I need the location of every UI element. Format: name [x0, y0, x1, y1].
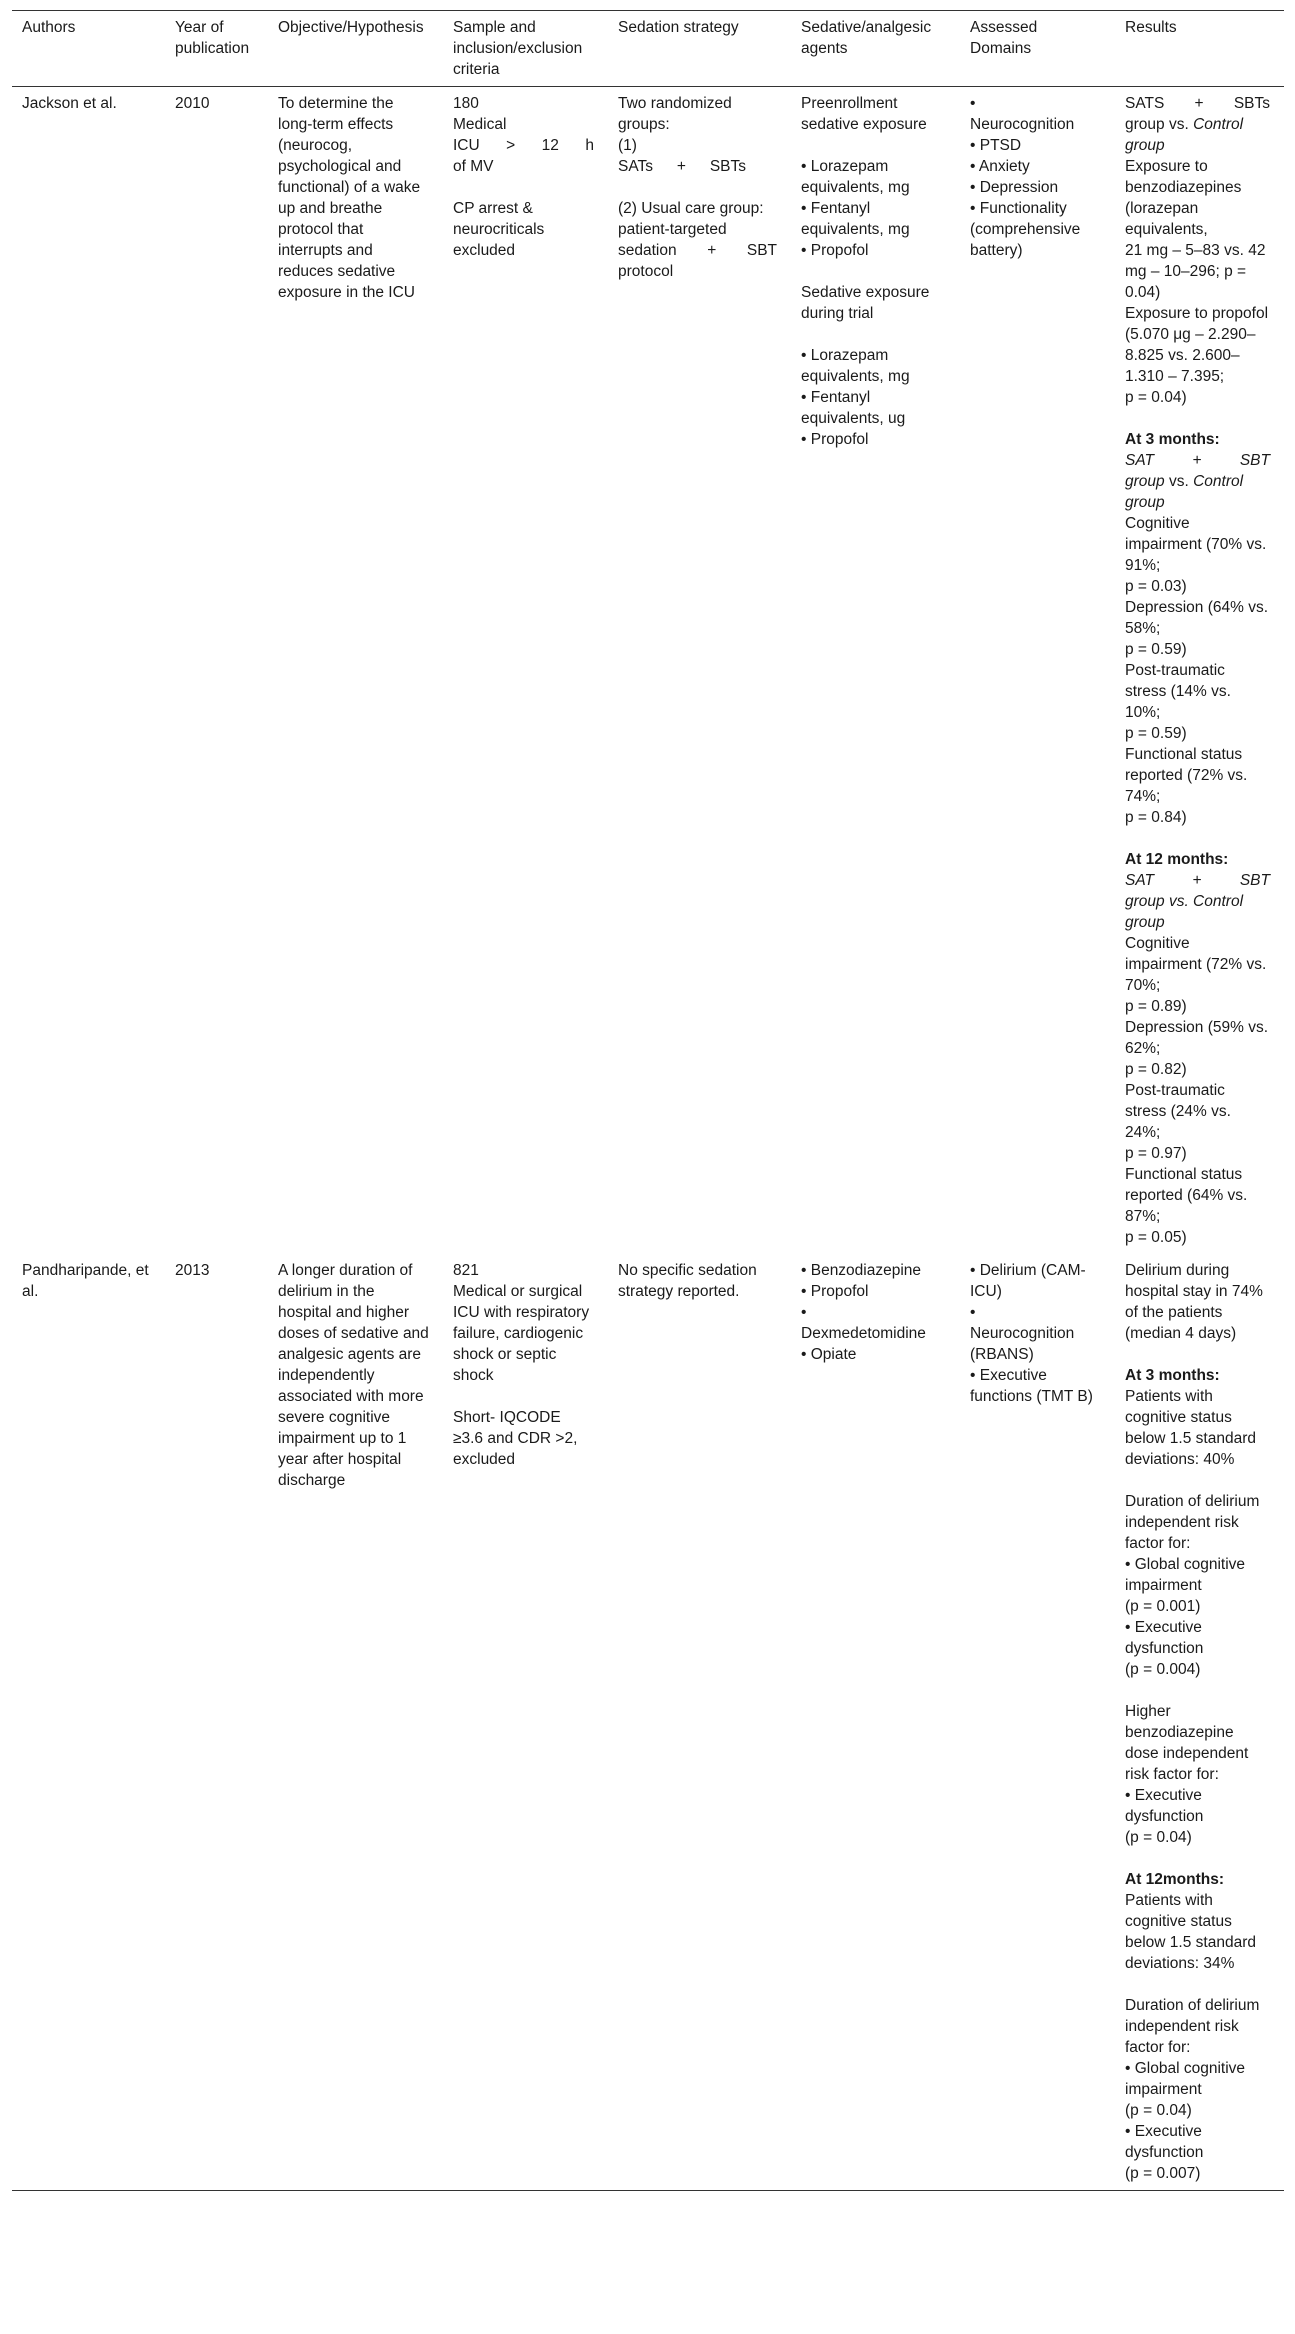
sedation-text: SATs + SBTs	[618, 158, 746, 175]
cell-objective: To determine the long-term effects (neurocog, psychological and functional) of a wake up and breathe protocol that interrupts and reduces sedative exposure in the ICU	[278, 95, 421, 301]
header-year: Year of publication	[165, 11, 268, 87]
results-heading: At 12months:	[1125, 1871, 1225, 1888]
cell-results	[1115, 1254, 1284, 2191]
header-agents: Sedative/analgesic agents	[791, 11, 960, 87]
cell-agents	[791, 87, 960, 1255]
cell-authors: Jackson et al.	[22, 95, 117, 112]
agents-item: •	[801, 1304, 807, 1321]
results-text: p = 0.04)	[1125, 389, 1187, 406]
results-text: group vs. Control	[1125, 473, 1244, 490]
results-pvalue: p = 0.89)	[1125, 998, 1187, 1015]
results-text: 21 mg – 5–83 vs. 42 mg – 10–296; p = 0.04)	[1125, 242, 1266, 301]
agents-item: • Lorazepam equivalents, mg	[801, 347, 910, 385]
cell-domains	[960, 1254, 1115, 2191]
domains-item: • Depression	[970, 179, 1059, 196]
header-row	[12, 11, 1284, 87]
results-heading: At 3 months:	[1125, 1367, 1220, 1384]
header-authors: Authors	[12, 11, 165, 87]
domains-item: • Executive functions (TMT B)	[970, 1367, 1093, 1405]
results-heading: At 12 months:	[1125, 851, 1229, 868]
results-pvalue: p = 0.59)	[1125, 641, 1187, 658]
agents-item: Dexmedetomidine	[801, 1325, 926, 1342]
results-text: SAT + SBT	[1125, 452, 1270, 469]
sedation-text: sedation + SBT	[618, 242, 778, 259]
results-text: • Global cognitive impairment	[1125, 1556, 1246, 1594]
sedation-text: (2) Usual care group: patient-targeted	[618, 200, 764, 238]
table-row	[12, 87, 1284, 1255]
agents-item: • Lorazepam equivalents, mg	[801, 158, 910, 196]
results-text: Functional status reported (64% vs. 87%;	[1125, 1166, 1248, 1225]
cell-year: 2013	[165, 1254, 268, 2191]
results-text: SAT + SBT	[1125, 872, 1270, 889]
results-text: Patients with cognitive status below 1.5 standard deviations: 40%	[1125, 1388, 1256, 1468]
cell-year: 2010	[175, 95, 210, 112]
results-text: Post-traumatic stress (14% vs. 10%;	[1125, 662, 1231, 721]
agents-item: • Propofol	[801, 242, 869, 259]
header-domains: Assessed Domains	[960, 11, 1115, 87]
cell-authors: Pandharipande, et al.	[12, 1254, 165, 2191]
cell-sedation: No specific sedation strategy reported.	[608, 1254, 791, 2191]
results-text: Functional status reported (72% vs. 74%;	[1125, 746, 1248, 805]
agents-text: Sedative exposure during trial	[801, 284, 930, 322]
results-text: • Executive dysfunction	[1125, 1787, 1204, 1825]
table-row	[12, 1254, 1284, 2191]
header-sedation: Sedation strategy	[608, 11, 791, 87]
sedation-text: Two randomized groups:	[618, 95, 732, 133]
results-pvalue: (p = 0.004)	[1125, 1661, 1201, 1678]
domains-item: • Anxiety	[970, 158, 1030, 175]
results-pvalue: (p = 0.04)	[1125, 2102, 1192, 2119]
results-text: Depression (59% vs. 62%;	[1125, 1019, 1269, 1057]
agents-item: • Fentanyl equivalents, mg	[801, 200, 910, 238]
sample-text: ICU > 12 h	[453, 137, 594, 154]
results-text: • Executive dysfunction	[1125, 2123, 1204, 2161]
agents-item: • Opiate	[801, 1346, 857, 1363]
studies-table	[12, 10, 1284, 2191]
domains-item: • Delirium (CAM-ICU)	[970, 1262, 1086, 1300]
sample-n: 821	[453, 1262, 479, 1279]
results-pvalue: p = 0.82)	[1125, 1061, 1187, 1078]
results-pvalue: p = 0.59)	[1125, 725, 1187, 742]
domains-item: •	[970, 1304, 976, 1321]
sedation-text: protocol	[618, 263, 674, 280]
agents-item: • Propofol	[801, 431, 869, 448]
results-text: Cognitive impairment (72% vs. 70%;	[1125, 935, 1267, 994]
cell-sedation	[608, 87, 791, 1255]
results-text: group	[1125, 137, 1165, 154]
domains-item: Neurocognition (RBANS)	[970, 1325, 1075, 1363]
results-text: group vs. Control	[1125, 116, 1244, 133]
results-text: Post-traumatic stress (24% vs. 24%;	[1125, 1082, 1231, 1141]
results-text: Patients with cognitive status below 1.5 standard deviations: 34%	[1125, 1892, 1256, 1972]
header-objective: Objective/Hypothesis	[268, 11, 443, 87]
domains-item: • Functionality (comprehensive battery)	[970, 200, 1081, 259]
header-sample: Sample and inclusion/exclusion criteria	[443, 11, 608, 87]
results-text: • Global cognitive impairment	[1125, 2060, 1246, 2098]
cell-sample	[443, 87, 608, 1255]
results-text: Duration of delirium independent risk factor for:	[1125, 1997, 1260, 2056]
results-pvalue: p = 0.84)	[1125, 809, 1187, 826]
results-text: SATS + SBTs	[1125, 95, 1270, 112]
results-heading: At 3 months:	[1125, 431, 1220, 448]
sample-n: 180	[453, 95, 479, 112]
sample-text: Medical or surgical ICU with respiratory failure, cardiogenic shock or septic shock	[453, 1283, 590, 1384]
results-pvalue: (p = 0.007)	[1125, 2165, 1201, 2182]
results-text: Exposure to benzodiazepines (lorazepan equivalents,	[1125, 158, 1242, 238]
agents-item: • Benzodiazepine	[801, 1262, 922, 1279]
results-text: Cognitive impairment (70% vs. 91%;	[1125, 515, 1267, 574]
results-pvalue: p = 0.05)	[1125, 1229, 1187, 1246]
results-text: Higher benzodiazepine dose independent risk factor for:	[1125, 1703, 1249, 1783]
results-text: Duration of delirium independent risk factor for:	[1125, 1493, 1260, 1552]
cell-results	[1115, 87, 1284, 1255]
domains-item: •	[970, 95, 976, 112]
sample-text: of MV	[453, 158, 494, 175]
cell-objective: A longer duration of delirium in the hospital and higher doses of sedative and analgesic agents are independently associated with more severe cognitive impairment up to 1 year after hospital discharge	[268, 1254, 443, 2191]
results-pvalue: (p = 0.001)	[1125, 1598, 1201, 1615]
results-text: Delirium during hospital stay in 74% of the patients (median 4 days)	[1125, 1262, 1263, 1342]
sample-text: CP arrest & neurocriticals excluded	[453, 200, 545, 259]
results-text: Exposure to propofol	[1125, 305, 1269, 322]
cell-domains	[960, 87, 1115, 1255]
cell-sample	[443, 1254, 608, 2191]
results-text: Depression (64% vs. 58%;	[1125, 599, 1269, 637]
domains-item: Neurocognition	[970, 116, 1075, 133]
results-text: group	[1125, 494, 1165, 511]
results-pvalue: p = 0.03)	[1125, 578, 1187, 595]
sample-text: Short- IQCODE ≥3.6 and CDR >2, excluded	[453, 1409, 578, 1468]
agents-item: • Fentanyl equivalents, ug	[801, 389, 906, 427]
agents-text: Preenrollment sedative exposure	[801, 95, 927, 133]
domains-item: • PTSD	[970, 137, 1022, 154]
results-text: (5.070 μg – 2.290–8.825 vs. 2.600–1.310 – 7.395;	[1125, 326, 1256, 385]
results-text: • Executive dysfunction	[1125, 1619, 1204, 1657]
sample-text: Medical	[453, 116, 507, 133]
results-pvalue: p = 0.97)	[1125, 1145, 1187, 1162]
header-results: Results	[1115, 11, 1284, 87]
agents-item: • Propofol	[801, 1283, 869, 1300]
results-text: group vs. Control group	[1125, 893, 1244, 931]
sedation-text: (1)	[618, 137, 637, 154]
results-pvalue: (p = 0.04)	[1125, 1829, 1192, 1846]
cell-agents	[791, 1254, 960, 2191]
